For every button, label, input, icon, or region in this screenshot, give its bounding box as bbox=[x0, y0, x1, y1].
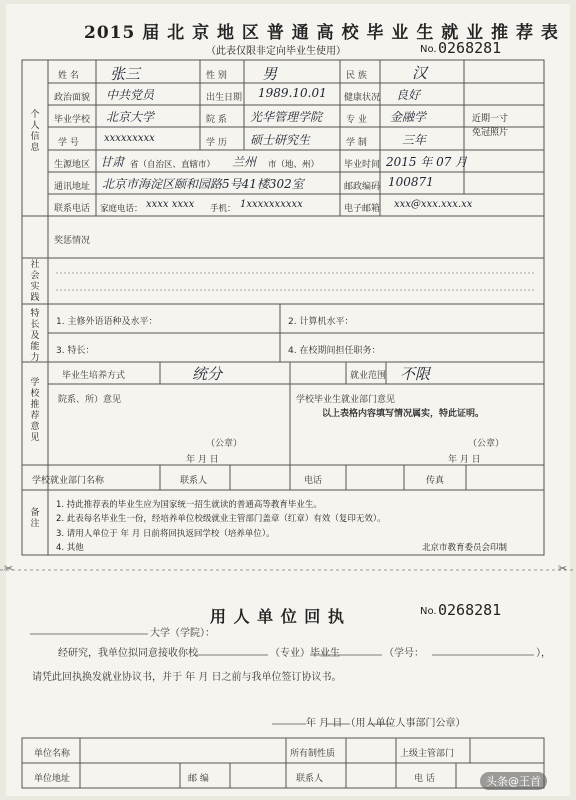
dob-value: 1989.10.01 bbox=[258, 86, 327, 100]
home-phone-value: xxxx xxxx bbox=[146, 199, 195, 210]
health-label: 健康状况 bbox=[344, 93, 381, 103]
photo-placeholder bbox=[472, 112, 508, 140]
receipt-contact-label: 联系人 bbox=[296, 774, 324, 784]
award-label: 奖惩情况 bbox=[54, 236, 91, 246]
school-phone-label: 电话 bbox=[304, 476, 323, 486]
receipt-para-1c: （学号： bbox=[384, 648, 424, 659]
receipt-serial-number: 0268281 bbox=[438, 601, 502, 619]
length-label: 学 制 bbox=[346, 138, 367, 148]
dob-label: 出生日期 bbox=[206, 93, 243, 103]
health-value: 良好 bbox=[396, 88, 421, 102]
origin-label: 生源地区 bbox=[54, 160, 91, 170]
note-2: 2. 此表每名毕业生一份，经培养单位校级就业主管部门盖章（红章）有效（复印无效）。 bbox=[56, 514, 386, 524]
photo-line-1: 近期一寸 bbox=[472, 114, 509, 124]
ethnicity-label: 民 族 bbox=[346, 71, 367, 81]
dept-date-label: 年 月 日 bbox=[186, 455, 219, 465]
form-title: 2015 届 北 京 地 区 普 通 高 校 毕 业 生 就 业 推 荐 表 bbox=[84, 23, 559, 43]
social-practice-label: 社会实践 bbox=[30, 260, 40, 303]
student-id-value: xxxxxxxxx bbox=[104, 133, 155, 144]
student-id-label: 学 号 bbox=[58, 138, 79, 148]
receipt-para-2: 请凭此回执换发就业协议书，并于 年 月 日之前与我单位签订协议书。 bbox=[32, 672, 342, 683]
major-label: 专 业 bbox=[346, 115, 367, 125]
major-value: 金融学 bbox=[390, 110, 427, 124]
training-value: 统分 bbox=[192, 365, 223, 383]
training-label: 毕业生培养方式 bbox=[62, 371, 126, 381]
scissors-icon-right: ✂ bbox=[558, 562, 568, 575]
address-value: 北京市海淀区颐和园路5号41楼302室 bbox=[102, 177, 304, 191]
receipt-university: 大学（学院）： bbox=[150, 628, 215, 639]
note-4: 4. 其他 bbox=[56, 543, 84, 553]
printer-note: 北京市教育委员会印制 bbox=[422, 543, 508, 553]
degree-label: 学 历 bbox=[206, 138, 227, 148]
political-label: 政治面貌 bbox=[54, 93, 91, 103]
grad-value: 2015 年 07 月 bbox=[386, 155, 468, 169]
school-office-opinion-label: 学校毕业生就业部门意见 bbox=[296, 395, 396, 405]
origin-mid-text: 省（自治区、直辖市） bbox=[130, 160, 216, 170]
postcode-value: 100871 bbox=[388, 175, 434, 189]
name-value: 张三 bbox=[110, 65, 141, 83]
dept-value: 光华管理学院 bbox=[250, 110, 323, 124]
email-label: 电子邮箱 bbox=[344, 204, 381, 214]
origin-suffix-text: 市（地、州） bbox=[268, 160, 320, 170]
postcode-label: 邮政编码 bbox=[344, 182, 381, 192]
receipt-sign-line: 年 月 日 （用人单位人事部门公章） bbox=[306, 718, 466, 729]
home-phone-label: 家庭电话： bbox=[100, 204, 143, 214]
mobile-label: 手机： bbox=[210, 204, 236, 214]
receipt-phone-label: 电 话 bbox=[414, 774, 435, 784]
certify-text: 以上表格内容填写情况属实，特此证明。 bbox=[322, 409, 485, 419]
scope-label: 就业范围 bbox=[350, 371, 387, 381]
skill-specialty: 3. 特长： bbox=[56, 346, 95, 356]
skill-language: 1. 主修外语语种及水平： bbox=[56, 317, 158, 327]
scope-value: 不限 bbox=[400, 365, 431, 383]
receipt-unit-address-label: 单位地址 bbox=[34, 774, 71, 784]
dept-seal-label: （公章） bbox=[206, 439, 243, 449]
school-value: 北京大学 bbox=[106, 110, 155, 124]
political-value: 中共党员 bbox=[106, 88, 155, 102]
gender-label: 性 别 bbox=[206, 71, 227, 81]
skills-label: 特长及能力 bbox=[30, 309, 40, 363]
form-subtitle: （此表仅限非定向毕业生使用） bbox=[206, 46, 346, 57]
phone-label: 联系电话 bbox=[54, 204, 91, 214]
school-contact-person-label: 联系人 bbox=[180, 476, 208, 486]
note-3: 3. 请用人单位于 年 月 日前将回执返回学校（培养单位）。 bbox=[56, 529, 275, 539]
origin-city: 兰州 bbox=[232, 155, 257, 169]
skill-position: 4. 在校期间担任职务： bbox=[288, 346, 381, 356]
degree-value: 硕士研究生 bbox=[250, 133, 311, 147]
email-value: xxx@xxx.xxx.xx bbox=[394, 199, 473, 210]
dept-label: 院 系 bbox=[206, 115, 227, 125]
school-seal-label: （公章） bbox=[468, 439, 505, 449]
note-1: 1. 持此推荐表的毕业生应为国家统一招生就读的普通高等教育毕业生。 bbox=[56, 500, 322, 510]
notes-label: 备注 bbox=[30, 508, 40, 529]
receipt-authority-label: 上级主管部门 bbox=[400, 749, 455, 759]
school-label: 毕业学校 bbox=[54, 115, 91, 125]
receipt-title: 用 人 单 位 回 执 bbox=[210, 607, 345, 626]
watermark-badge: 头条@王首 bbox=[480, 772, 547, 790]
receipt-ownership-label: 所有制性质 bbox=[290, 749, 336, 759]
receipt-unit-name-label: 单位名称 bbox=[34, 749, 71, 759]
receipt-para-1d: ）， bbox=[536, 648, 551, 659]
serial-prefix: No. bbox=[420, 44, 437, 55]
recommend-label: 学校推荐意见 bbox=[30, 378, 40, 443]
section-personal-label: 个人信息 bbox=[30, 110, 40, 153]
gender-value: 男 bbox=[262, 65, 278, 83]
school-fax-label: 传真 bbox=[426, 476, 445, 486]
grad-label: 毕业时间 bbox=[344, 160, 381, 170]
receipt-para-1a: 经研究，我单位拟同意接收你校 bbox=[58, 648, 198, 659]
address-label: 通讯地址 bbox=[54, 182, 91, 192]
dept-opinion-label: 院系、所）意见 bbox=[58, 395, 122, 405]
name-label: 姓 名 bbox=[58, 71, 79, 81]
mobile-value: 1xxxxxxxxxx bbox=[240, 199, 303, 210]
scissors-icon-left: ✂ bbox=[4, 562, 14, 575]
photo-line-2: 免冠照片 bbox=[472, 128, 509, 138]
serial-number: 0268281 bbox=[438, 39, 502, 57]
school-date-label: 年 月 日 bbox=[448, 455, 481, 465]
receipt-serial-prefix: No. bbox=[420, 606, 437, 617]
receipt-para-1b: （专业）毕业生 bbox=[270, 648, 340, 659]
ethnicity-value: 汉 bbox=[412, 64, 428, 82]
receipt-postcode-label: 邮 编 bbox=[188, 774, 209, 784]
skill-computer: 2. 计算机水平： bbox=[288, 317, 354, 327]
length-value: 三年 bbox=[402, 133, 427, 147]
origin-province: 甘肃 bbox=[100, 155, 125, 169]
school-office-name-label: 学校就业部门名称 bbox=[32, 476, 105, 486]
